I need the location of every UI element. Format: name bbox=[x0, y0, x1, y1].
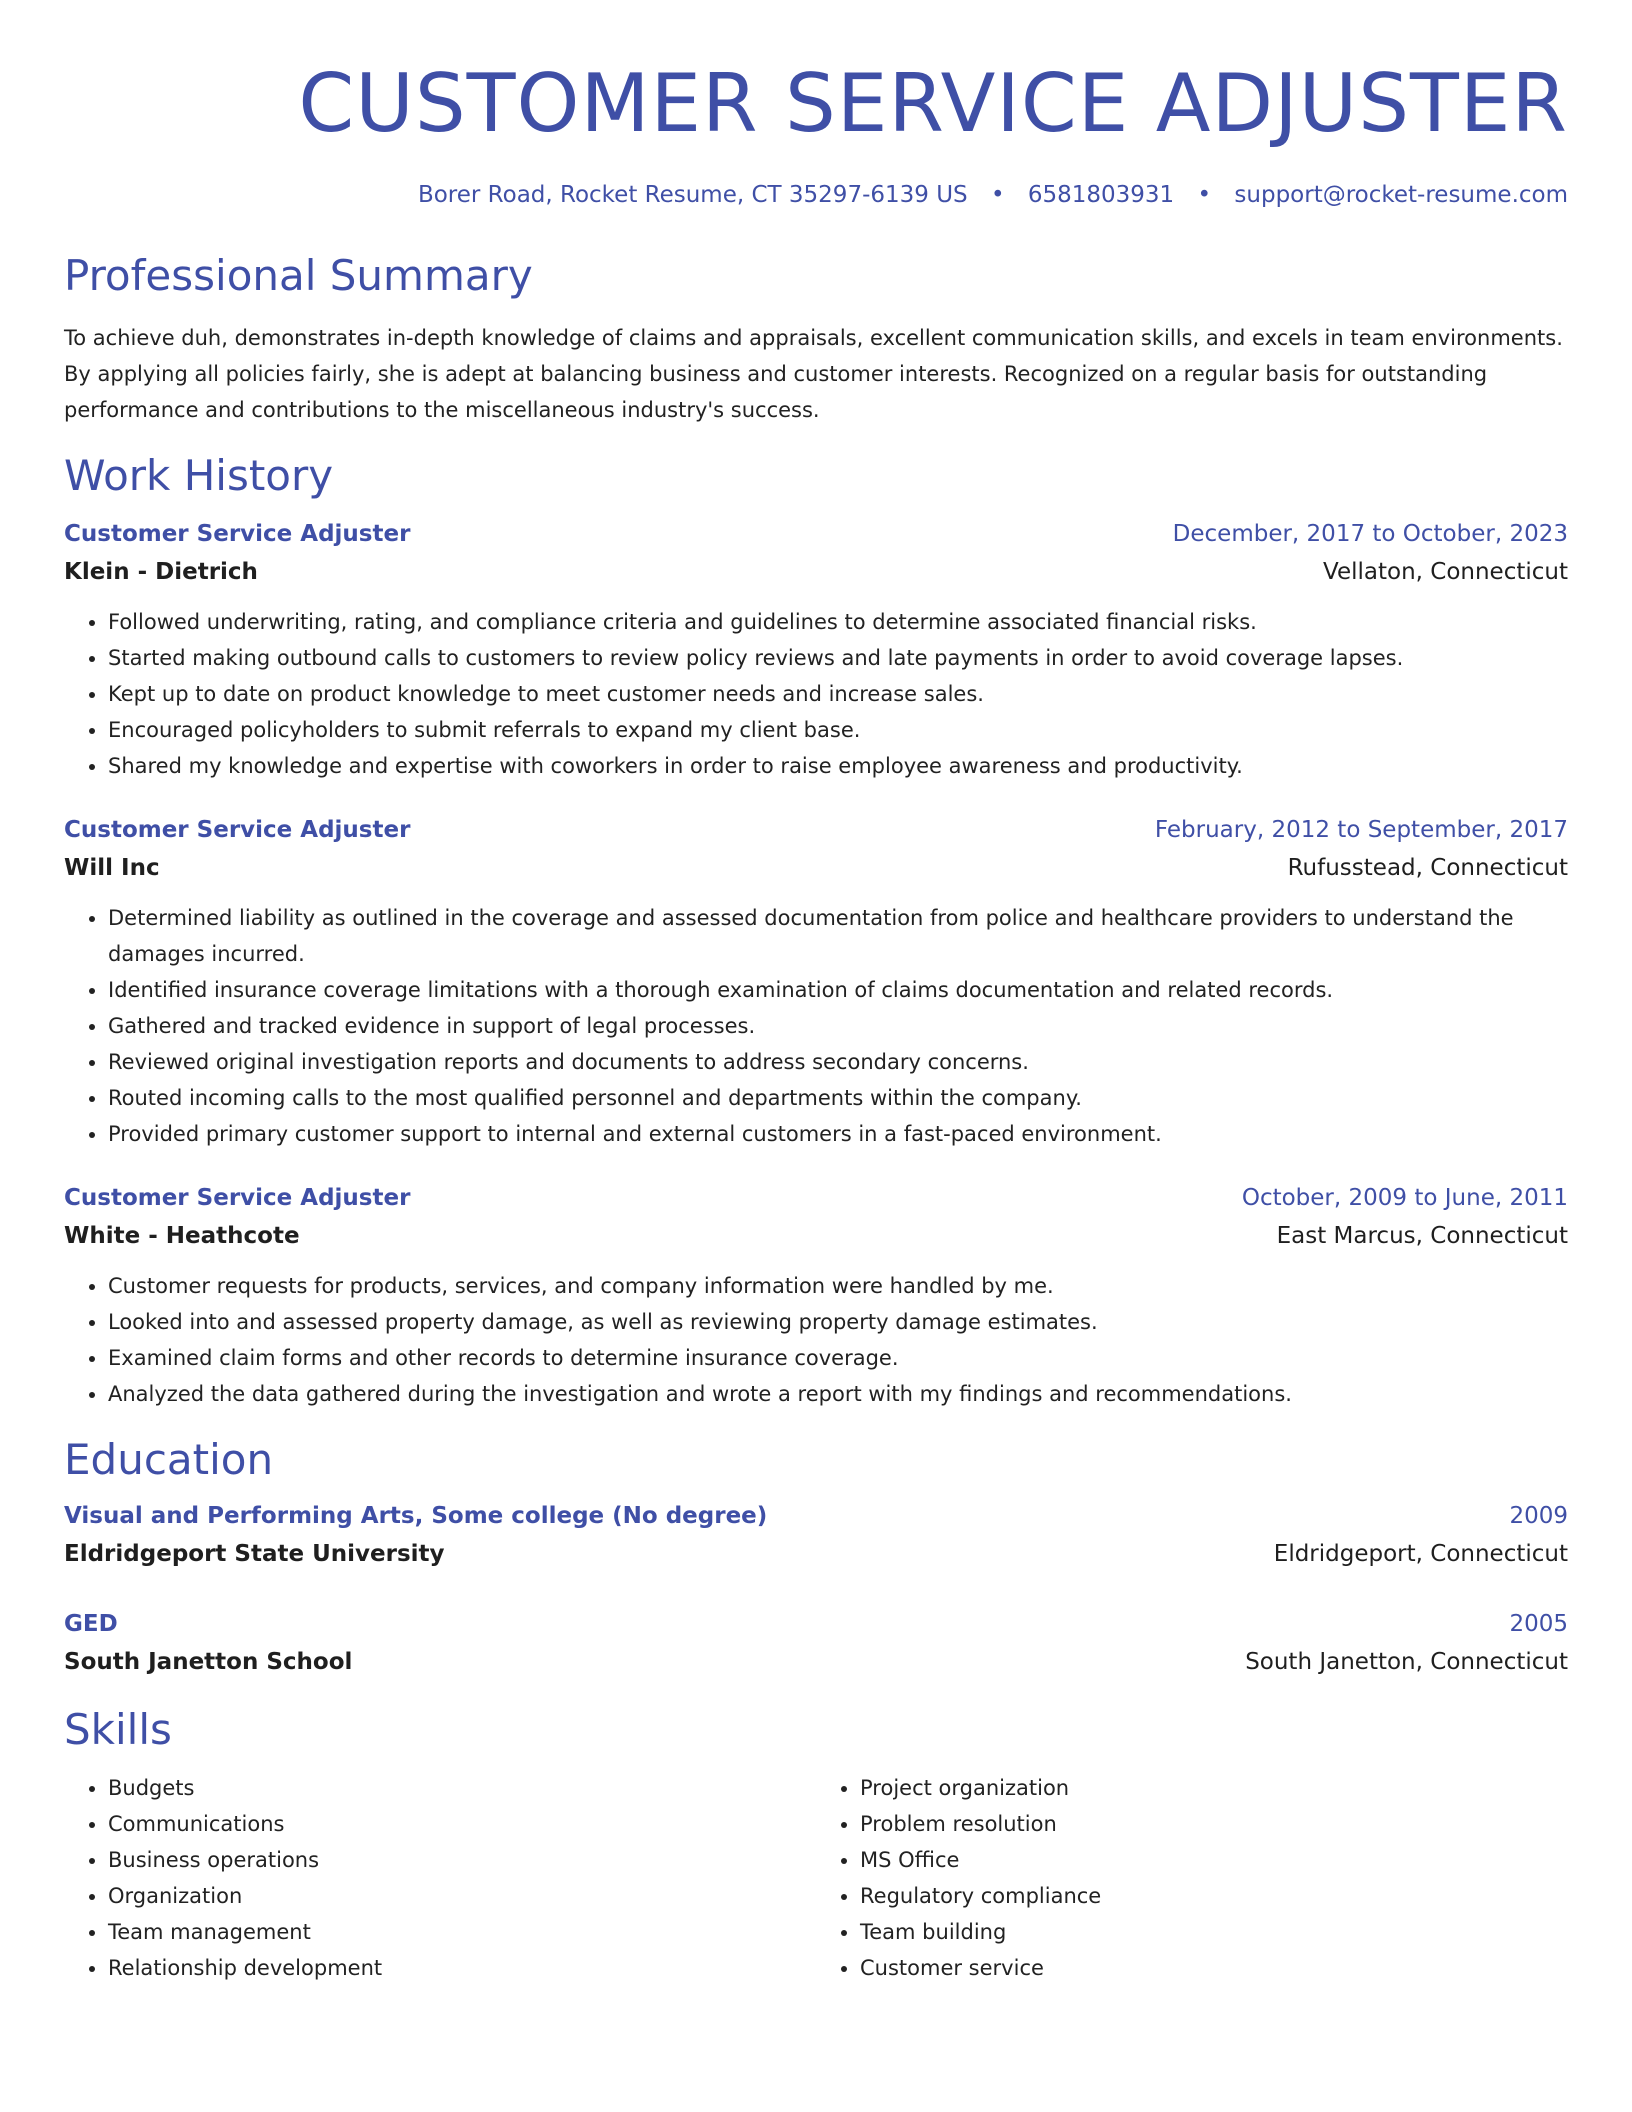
job-title: Customer Service Adjuster bbox=[64, 521, 411, 547]
job-dates: February, 2012 to September, 2017 bbox=[1154, 817, 1568, 843]
job-entry bbox=[64, 812, 1568, 1152]
bullet-item: • Provided primary customer support to internal and external customers in a fast-paced environment. bbox=[108, 1116, 1568, 1152]
skill-item: • Team management bbox=[108, 1914, 816, 1950]
bullet-item: • Customer requests for products, services, and company information were handled by me. bbox=[108, 1268, 1568, 1304]
bullet-item: • Started making outbound calls to customers to review policy reviews and late payments in order to avoid coverage lapses. bbox=[108, 640, 1568, 676]
school-name: Eldridgeport State University bbox=[64, 1541, 445, 1567]
skill-item: • Budgets bbox=[108, 1770, 816, 1806]
bullet-item: • Shared my knowledge and expertise with coworkers in order to raise employee awareness and productivity. bbox=[108, 748, 1568, 784]
school-name: South Janetton School bbox=[64, 1649, 353, 1675]
education-year: 2005 bbox=[1509, 1611, 1568, 1637]
skill-item: • Organization bbox=[108, 1878, 816, 1914]
candidate-name: CUSTOMER SERVICE ADJUSTER bbox=[298, 57, 1568, 150]
bullet-item: • Followed underwriting, rating, and compliance criteria and guidelines to determine associated financial risks. bbox=[108, 604, 1568, 640]
job-location: Vellaton, Connecticut bbox=[1323, 559, 1568, 585]
contact-phone: 6581803931 bbox=[1027, 182, 1175, 208]
bullet-item: • Routed incoming calls to the most qualified personnel and departments within the company. bbox=[108, 1080, 1568, 1116]
work-history-heading: Work History bbox=[64, 451, 334, 500]
job-dates: October, 2009 to June, 2011 bbox=[1241, 1185, 1568, 1211]
degree-name: Visual and Performing Arts, Some college (No degree) bbox=[64, 1503, 768, 1529]
bullet-item: • Encouraged policyholders to submit referrals to expand my client base. bbox=[108, 712, 1568, 748]
skills-column-left bbox=[64, 1770, 816, 1986]
job-title: Customer Service Adjuster bbox=[64, 1185, 411, 1211]
summary-text: To achieve duh, demonstrates in-depth knowledge of claims and appraisals, excellent communication skills, and excels in team environments. By applying all policies fairly, she is adept at balancing business and customer interests. Recognized on a regular basis for outstanding performance and contributions to the miscellaneous industry's success. bbox=[64, 326, 1563, 422]
contact-separator: • bbox=[990, 182, 1005, 208]
job-entry bbox=[64, 1180, 1568, 1412]
job-dates: December, 2017 to October, 2023 bbox=[1172, 521, 1568, 547]
bullet-item: • Looked into and assessed property damage, as well as reviewing property damage estimates. bbox=[108, 1304, 1568, 1340]
job-title: Customer Service Adjuster bbox=[64, 817, 411, 843]
bullet-item: • Gathered and tracked evidence in support of legal processes. bbox=[108, 1008, 1568, 1044]
school-location: Eldridgeport, Connecticut bbox=[1273, 1541, 1568, 1567]
job-location: East Marcus, Connecticut bbox=[1276, 1223, 1568, 1249]
contact-separator: • bbox=[1197, 182, 1212, 208]
skill-item: • Project organization bbox=[860, 1770, 1568, 1806]
skill-item: • Problem resolution bbox=[860, 1806, 1568, 1842]
summary-heading: Professional Summary bbox=[64, 251, 533, 300]
skill-item: • Customer service bbox=[860, 1950, 1568, 1986]
job-bullets bbox=[64, 1268, 1568, 1412]
company-name: White - Heathcote bbox=[64, 1223, 300, 1249]
skill-item: • Team building bbox=[860, 1914, 1568, 1950]
skills-column-right bbox=[816, 1770, 1568, 1986]
company-name: Will Inc bbox=[64, 855, 160, 881]
skill-item: • Relationship development bbox=[108, 1950, 816, 1986]
skills-list bbox=[64, 1770, 1568, 1986]
bullet-item: • Kept up to date on product knowledge to meet customer needs and increase sales. bbox=[108, 676, 1568, 712]
job-location: Rufusstead, Connecticut bbox=[1287, 855, 1568, 881]
company-name: Klein - Dietrich bbox=[64, 559, 258, 585]
skills-heading: Skills bbox=[64, 1705, 172, 1754]
school-location: South Janetton, Connecticut bbox=[1245, 1649, 1568, 1675]
education-year: 2009 bbox=[1509, 1503, 1568, 1529]
contact-line bbox=[64, 180, 1568, 210]
bullet-item: • Reviewed original investigation reports and documents to address secondary concerns. bbox=[108, 1044, 1568, 1080]
bullet-item: • Analyzed the data gathered during the investigation and wrote a report with my findings and recommendations. bbox=[108, 1376, 1568, 1412]
bullet-item: • Identified insurance coverage limitations with a thorough examination of claims documentation and related records. bbox=[108, 972, 1568, 1008]
education-entry bbox=[64, 1606, 1568, 1682]
degree-name: GED bbox=[64, 1611, 118, 1637]
skill-item: • Business operations bbox=[108, 1842, 816, 1878]
education-entry bbox=[64, 1498, 1568, 1574]
education-heading: Education bbox=[64, 1435, 274, 1484]
bullet-item: • Examined claim forms and other records to determine insurance coverage. bbox=[108, 1340, 1568, 1376]
job-entry bbox=[64, 516, 1568, 784]
contact-address: Borer Road, Rocket Resume, CT 35297-6139 US bbox=[417, 182, 968, 208]
skill-item: • MS Office bbox=[860, 1842, 1568, 1878]
skill-item: • Regulatory compliance bbox=[860, 1878, 1568, 1914]
job-bullets bbox=[64, 604, 1568, 784]
contact-email: support@rocket-resume.com bbox=[1234, 182, 1568, 208]
skill-item: • Communications bbox=[108, 1806, 816, 1842]
job-bullets bbox=[64, 900, 1568, 1152]
bullet-item: • Determined liability as outlined in the coverage and assessed documentation from police and healthcare providers to understand the damages incurred. bbox=[108, 900, 1568, 972]
